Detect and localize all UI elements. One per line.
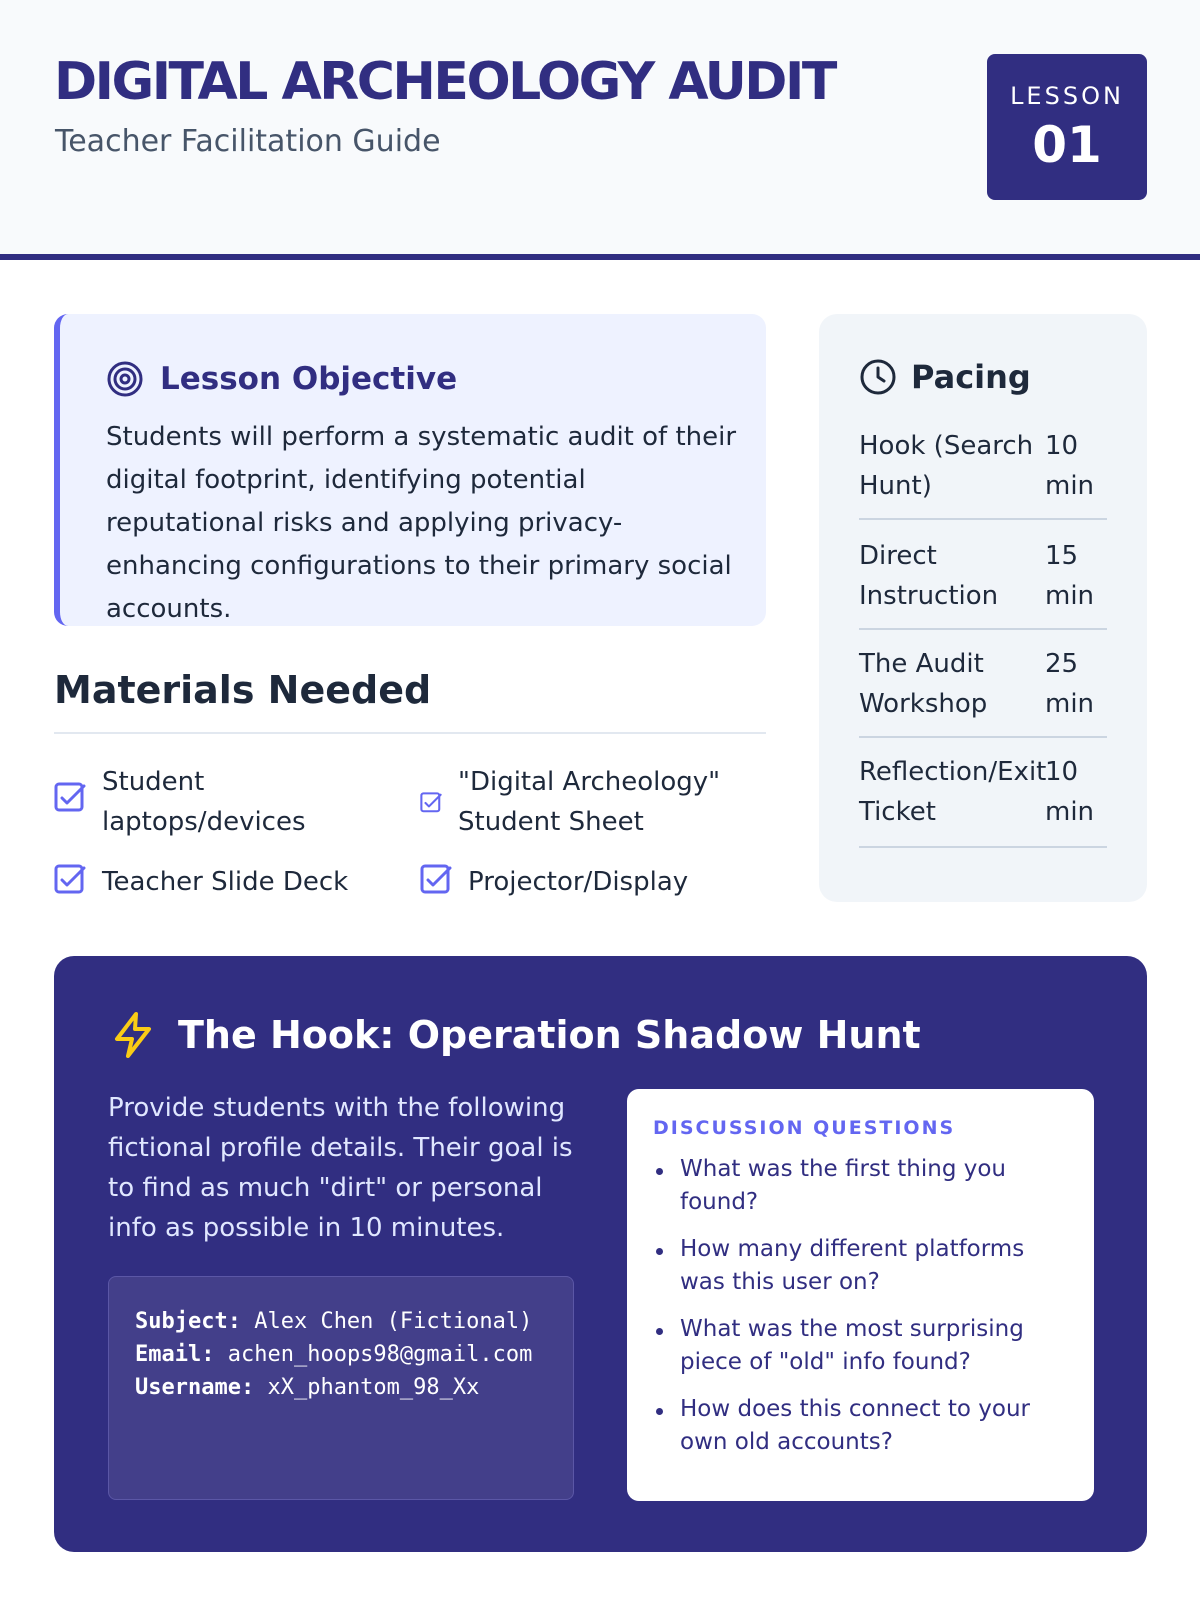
pacing-heading bbox=[859, 358, 1031, 396]
clock-icon bbox=[859, 358, 897, 396]
lightning-icon bbox=[108, 1010, 158, 1060]
page-header bbox=[0, 0, 1200, 260]
pacing-row bbox=[859, 752, 1107, 848]
objective-heading bbox=[106, 360, 457, 398]
discussion-questions-card bbox=[627, 1089, 1094, 1501]
hook-heading bbox=[108, 1010, 921, 1060]
pacing-card bbox=[819, 314, 1147, 902]
material-item bbox=[420, 762, 756, 842]
profile-username-value: xX_phantom_98_Xx bbox=[267, 1375, 480, 1400]
pacing-time: 25 min bbox=[1045, 649, 1095, 719]
profile-email-label: Email: bbox=[135, 1342, 215, 1367]
objective-title: Lesson Objective bbox=[160, 361, 458, 397]
lesson-badge bbox=[987, 54, 1147, 200]
objective-text: Students will perform a systematic audit of their digital footprint, identifying potential reputational risks and applying privacy-enhancing configurations to their primary social accounts. bbox=[106, 422, 737, 624]
materials-title: Materials Needed bbox=[54, 668, 432, 712]
pacing-time: 15 min bbox=[1045, 541, 1095, 611]
checkbox-icon bbox=[420, 792, 442, 814]
pacing-time: 10 min bbox=[1045, 431, 1095, 501]
pacing-title: Pacing bbox=[911, 358, 1031, 396]
profile-subject-value: Alex Chen (Fictional) bbox=[254, 1309, 533, 1334]
pacing-row bbox=[859, 426, 1107, 520]
material-item-label: Student laptops/devices bbox=[102, 767, 306, 837]
pacing-activity: Direct Instruction bbox=[859, 541, 999, 611]
pacing-row bbox=[859, 644, 1107, 738]
discussion-question: How does this connect to your own old accounts? bbox=[653, 1393, 1068, 1459]
material-item bbox=[54, 762, 378, 842]
hook-title: The Hook: Operation Shadow Hunt bbox=[178, 1013, 921, 1057]
hook-panel bbox=[54, 956, 1147, 1552]
pacing-activity: Hook (Search Hunt) bbox=[859, 431, 1034, 501]
profile-email-value: achen_hoops98@gmail.com bbox=[227, 1342, 533, 1367]
pacing-row bbox=[859, 536, 1107, 630]
checkbox-icon bbox=[420, 864, 452, 896]
pacing-activity: The Audit Workshop bbox=[859, 649, 988, 719]
discussion-question: How many different platforms was this user on? bbox=[653, 1233, 1068, 1299]
materials-divider bbox=[54, 732, 766, 734]
target-icon bbox=[106, 360, 144, 398]
discussion-questions-list bbox=[653, 1153, 1068, 1459]
lesson-label: LESSON bbox=[1010, 82, 1124, 110]
discussion-questions-title: DISCUSSION QUESTIONS bbox=[653, 1117, 956, 1139]
material-item bbox=[54, 862, 394, 902]
material-item-label: Teacher Slide Deck bbox=[102, 867, 349, 897]
page-subtitle: Teacher Facilitation Guide bbox=[55, 124, 441, 159]
material-item bbox=[420, 862, 760, 902]
checkbox-icon bbox=[54, 864, 86, 896]
fictional-profile-box bbox=[108, 1276, 574, 1500]
discussion-question: What was the most surprising piece of "old" info found? bbox=[653, 1313, 1068, 1379]
hook-instructions: Provide students with the following fictional profile details. Their goal is to find as much "dirt" or personal info as possible in 10 minutes. bbox=[108, 1093, 573, 1243]
lesson-objective-card bbox=[54, 314, 766, 626]
checkbox-icon bbox=[54, 782, 86, 814]
pacing-time: 10 min bbox=[1045, 757, 1095, 827]
pacing-activity: Reflection/Exit Ticket bbox=[859, 757, 1047, 827]
lesson-number: 01 bbox=[1032, 116, 1102, 174]
discussion-question: What was the first thing you found? bbox=[653, 1153, 1068, 1219]
profile-subject-label: Subject: bbox=[135, 1309, 241, 1334]
material-item-label: "Digital Archeology" Student Sheet bbox=[458, 767, 721, 837]
material-item-label: Projector/Display bbox=[468, 867, 689, 897]
profile-username-label: Username: bbox=[135, 1375, 255, 1400]
page-title: DIGITAL ARCHEOLOGY AUDIT bbox=[54, 52, 835, 112]
